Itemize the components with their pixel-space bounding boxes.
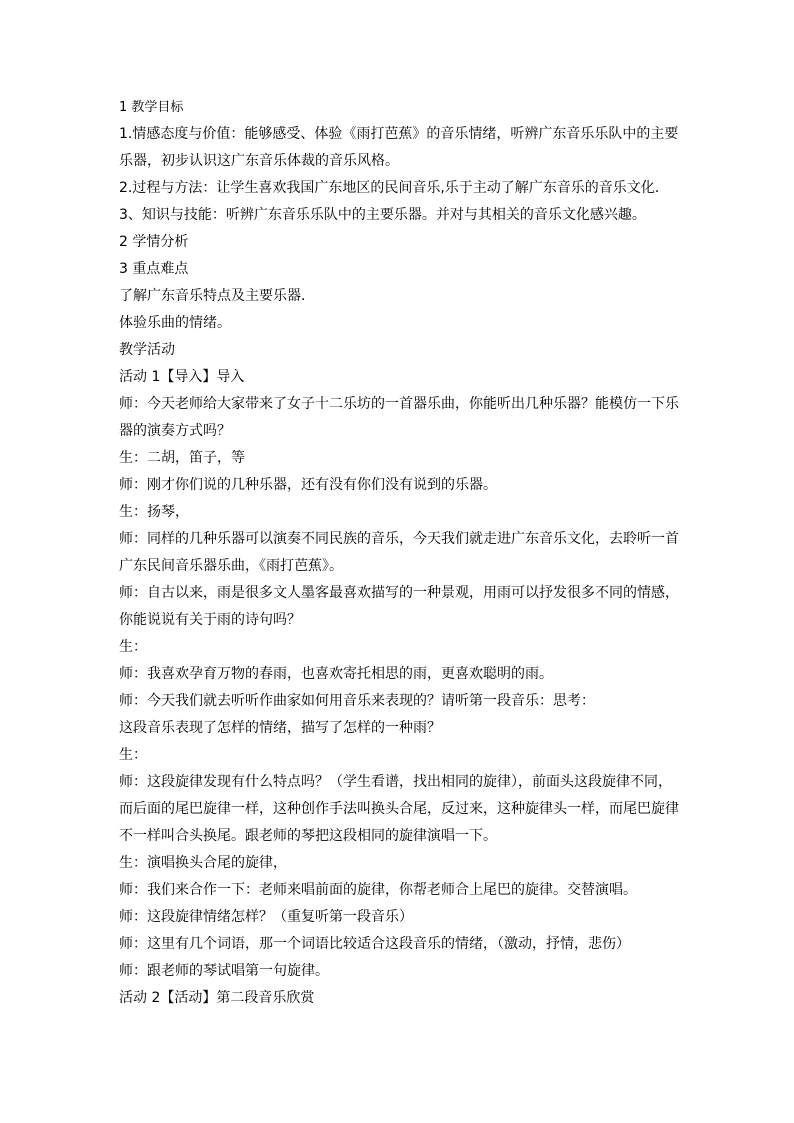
activity-2-heading: 活动 2【活动】第二段音乐欣赏 (119, 990, 315, 1006)
dialogue-line: 师：跟老师的琴试唱第一句旋律。 (119, 963, 329, 979)
key-point-2: 体验乐曲的情绪。 (119, 315, 231, 331)
dialogue-line: 师：刚才你们说的几种乐器，还有没有你们没有说到的乐器。 (119, 477, 497, 493)
dialogue-line: 生： (119, 639, 147, 655)
dialogue-line: 生： (119, 747, 147, 763)
dialogue-line: 师：我们来合作一下：老师来唱前面的旋律，你帮老师合上尾巴的旋律。交替演唱。 (119, 882, 637, 898)
dialogue-line: 师：这段旋律情绪怎样？（重复听第一段音乐） (119, 909, 413, 925)
section-heading-teaching-goals: 1 教学目标 (119, 100, 184, 115)
document-body (119, 94, 679, 1012)
dialogue-line: 师：同样的几种乐器可以演奏不同民族的音乐，今天我们就走进广东音乐文化，去聆听一首广东民间音乐器乐曲，《雨打芭蕉》。 (119, 531, 679, 574)
dialogue-line: 生：二胡，笛子，等 (119, 450, 245, 466)
dialogue-line: 师：这段旋律发现有什么特点吗？（学生看谱，找出相同的旋律），前面头这段旋律不同，而后面的尾巴旋律一样，这种创作手法叫换头合尾，反过来，这种旋律头一样，而尾巴旋律不一样叫合头换尾。跟老师的琴把这段相同的旋律演唱一下。 (119, 774, 679, 844)
dialogue-line: 师：自古以来，雨是很多文人墨客最喜欢描写的一种景观，用雨可以抒发很多不同的情感，你能说说有关于雨的诗句吗？ (119, 585, 679, 628)
dialogue-line: 师：今天我们就去听听作曲家如何用音乐来表现的？请听第一段音乐：思考： (119, 693, 595, 709)
goal-emotion: 1.情感态度与价值：能够感受、体验《雨打芭蕉》的音乐情绪，听辨广东音乐乐队中的主要乐器，初步认识这广东音乐体裁的音乐风格。 (119, 126, 679, 169)
goal-knowledge: 3、知识与技能：听辨广东音乐乐队中的主要乐器。并对与其相关的音乐文化感兴趣。 (119, 207, 646, 223)
dialogue-line: 师：这里有几个词语，那一个词语比较适合这段音乐的情绪，（激动，抒情，悲伤） (119, 936, 630, 952)
dialogue-line: 这段音乐表现了怎样的情绪，描写了怎样的一种雨？ (119, 720, 441, 736)
dialogue-line: 师：我喜欢孕育万物的春雨，也喜欢寄托相思的雨，更喜欢聪明的雨。 (119, 666, 553, 682)
dialogue-line: 生：扬琴， (119, 504, 189, 520)
key-point-1: 了解广东音乐特点及主要乐器. (119, 288, 306, 304)
goal-process: 2.过程与方法：让学生喜欢我国广东地区的民间音乐,乐于主动了解广东音乐的音乐文化. (119, 180, 660, 196)
section-heading-student-analysis: 2 学情分析 (119, 234, 189, 250)
dialogue-line: 师：今天老师给大家带来了女子十二乐坊的一首器乐曲，你能听出几种乐器？能模仿一下乐器的演奏方式吗？ (119, 396, 679, 439)
activity-1-heading: 活动 1【导入】导入 (119, 369, 245, 385)
section-heading-key-points: 3 重点难点 (119, 261, 189, 277)
section-heading-activities: 教学活动 (119, 342, 175, 358)
dialogue-line: 生：演唱换头合尾的旋律， (119, 855, 287, 871)
